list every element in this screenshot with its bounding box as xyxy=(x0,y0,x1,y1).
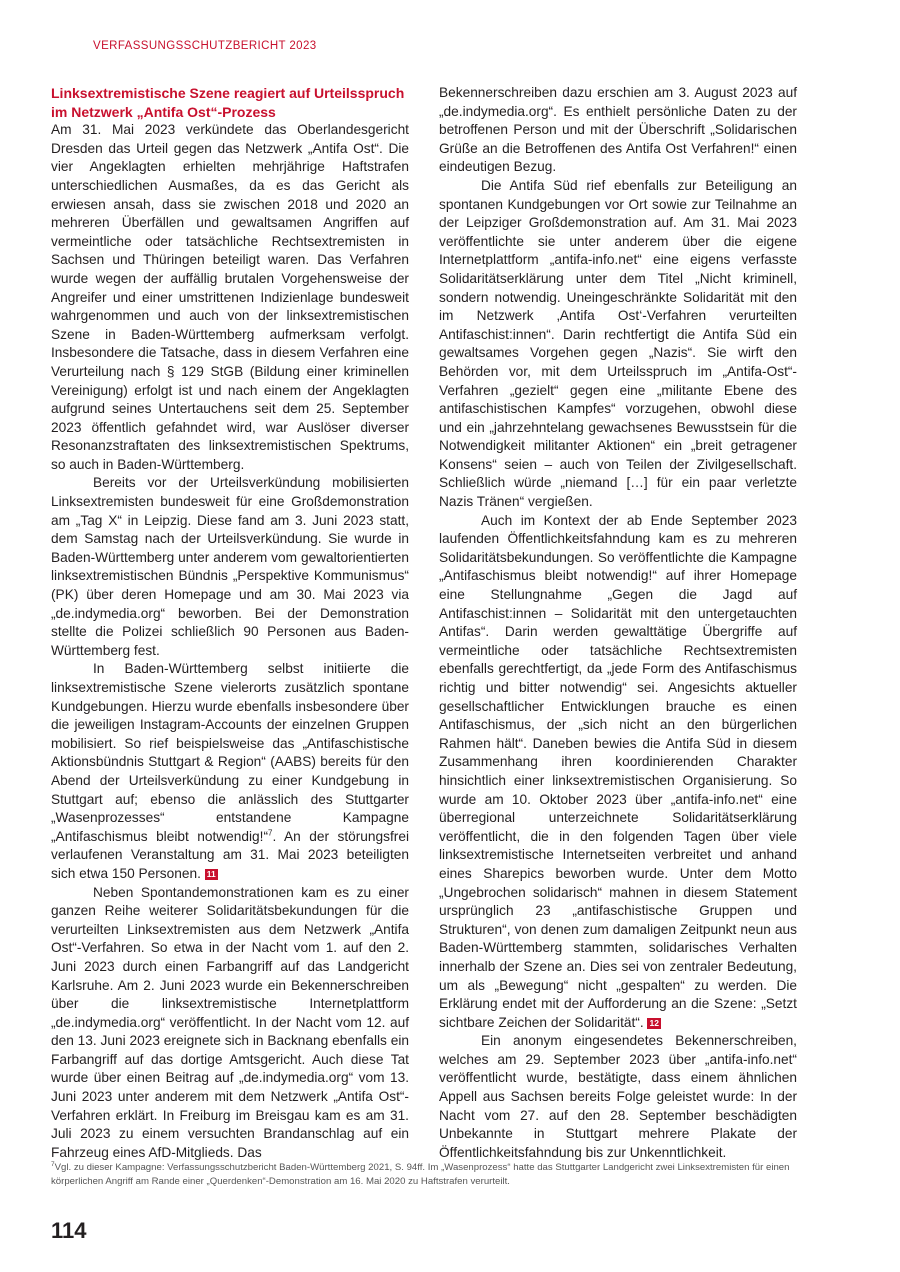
footnote-reference[interactable]: 7 xyxy=(268,828,273,838)
paragraph xyxy=(439,512,797,1033)
paragraph-text: Auch im Kontext der ab Ende September 2023 laufenden Öffentlichkeitsfahndung kam es zu mehreren Solidaritätsbekundungen. So veröffentlichte die Kampagne „Antifaschismus bleibt notwendig!“ auf ihrer Homepage eine Stellungnahme „Gegen die Jagd auf Antifaschist:innen – Solidarität mit den untergetauchten Antifas“. Darin werden gewalttätige Übergriffe auf vermeintliche oder tatsächliche Rechtsextremisten ebenfalls gerechtfertigt, da „jede Form des Antifaschismus richtig und bitter notwendig“ sei. Angesichts aktueller gesellschaftlicher Entwicklungen brauche es einen Antifaschismus, der „sich nicht an den bürgerlichen Rahmen hält“. Daneben bewies die Antifa Süd in diesem Zusammenhang ihren koordinierenden Charakter hinsichtlich einer linksextremistischen Organisierung. So wurde am 10. Oktober 2023 über „antifa-info.net“ eine überregional unterzeichnete Solidaritätserklärung veröffentlicht, die in den folgenden Tagen über viele linksextremistische Internetseiten verbreitet und anhand eines Sharepics beworben wurde. Unter dem Motto „Ungebrochen solidarisch“ mahnen in diesem Statement ursprünglich 23 „antifaschistische Gruppen und Strukturen“, von denen zum damaligen Zeitpunkt neun aus Baden-Württemberg stammten, solidarisches Verhalten innerhalb der Szene an. Dies sei von zentraler Bedeutung, um als „Bewegung“ nicht „gespalten“ zu werden. Die Erklärung endet mit der Aufforderung an die Szene: „Setzt sichtbare Zeichen der Solidarität“. xyxy=(439,512,797,1030)
paragraph-text: In Baden-Württemberg selbst initiierte die linksextremistische Szene vielerorts zusätzlich spontane Kundgebungen. Hierzu wurde ebenfalls insbesondere über die jeweiligen Instagram-Accounts der einzelnen Gruppen mobilisiert. So rief beispielsweise das „Antifaschistische Aktionsbündnis Stuttgart & Region“ (AABS) bereits für den Abend der Urteilsverkündung zu einer Kundgebung in Stuttgart auf; ebenso die anlässlich des Stuttgarter „Wasenprozesses“ entstandene Kampagne „Antifaschismus bleibt notwendig!“ xyxy=(51,661,409,844)
paragraph xyxy=(51,660,409,883)
paragraph: Am 31. Mai 2023 verkündete das Oberlandesgericht Dresden das Urteil gegen das Netzwerk „Antifa Ost“. Die vier Angeklagten erhielten mehrjährige Haftstrafen unterschiedlichen Ausmaßes, da es das Gericht als erwiesen ansah, dass sie zwischen 2018 und 2020 an mehreren Überfällen und gewaltsamen Angriffen auf vermeintliche oder tatsächliche Rechtsextremisten in Sachsen und Thüringen beteiligt waren. Das Verfahren wurde wegen der auffällig brutalen Vorgehensweise der Angreifer und einer umstrittenen Indizienlage bundesweit wahrgenommen und auch von der linksextremistischen Szene in Baden-Württemberg aufmerksam verfolgt. Insbesondere die Tatsache, dass in diesem Verfahren eine Verurteilung nach § 129 StGB (Bildung einer kriminellen Vereinigung) erfolgt ist und nach einem der Angeklagten aufgrund seines Untertauchens seit dem 25. September 2023 öffentlich gefahndet wird, war Auslöser diverser Resonanzstraftaten des linksextremistischen Spektrums, so auch in Baden-Württemberg. xyxy=(51,122,409,472)
paragraph: Neben Spontandemonstrationen kam es zu einer ganzen Reihe weiterer Solidaritätsbekundungen für die verurteilten Linksextremisten aus dem Netzwerk „Antifa Ost“-Verfahren. So etwa in der Nacht vom 1. auf den 2. Juni 2023 durch einen Farbangriff auf das Landgericht Karlsruhe. Am 2. Juni 2023 wurde ein Bekennerschreiben über die linksextremistische Internetplattform „de.indymedia.org“ veröffentlicht. In der Nacht vom 12. auf den 13. Juni 2023 ereignete sich in Backnang ebenfalls ein Farbangriff auf das dortige Amtsgericht. Auch diese Tat wurde über einen Beitrag auf „de.indymedia.org“ vom 13. Juni 2023 unter anderem mit dem Netzwerk „Antifa Ost“-Verfahren erklärt. In Freiburg im Breisgau kam es am 31. Juli 2023 zu einem versuchten Brandanschlag auf ein Fahrzeug eines AfD-Mitglieds. Das xyxy=(51,884,409,1160)
paragraph: Die Antifa Süd rief ebenfalls zur Beteiligung an spontanen Kundgebungen vor Ort sowie zur Teilnahme an der Leipziger Großdemonstration auf. Am 31. Mai 2023 veröffentlichte sie unter anderem über die eigene Internetplattform „antifa-info.net“ eine eigens verfasste Solidaritätserklärung unter dem Titel „Nicht kriminell, sondern notwendig. Uneingeschränkte Solidarität mit den im Netzwerk ‚Antifa Ost‘-Verfahren verurteilten Antifaschist:innen“. Darin rechtfertigt die Antifa Süd ein gewaltsames Vorgehen gegen „Nazis“. Sie wirft den Behörden vor, mit dem Urteilsspruch im „Antifa-Ost“-Verfahren „gezielt“ gegen eine „militante Ebene des antifaschistischen Kampfes“ vorzugehen, obwohl diese und ein „jahrzehntelang gewachsenes Bewusstsein für die Notwendigkeit militanter Aktionen“ ein „breit getragener Konsens“ seien – auch von Teilen der Zivilgesellschaft. Schließlich würde „niemand […] für ein paar verletzte Nazis Tränen“ vergießen. xyxy=(439,177,797,510)
left-column xyxy=(51,84,409,1162)
footnote-text: Vgl. zu dieser Kampagne: Verfassungsschutzbericht Baden-Württemberg 2021, S. 94ff. Im „Wasenprozess“ hatte das Stuttgarter Landgericht zwei Linksextremisten für einen körperlichen Angriff am Rande einer „Querdenken“-Demonstration am 16. Mai 2020 zu Haftstrafen verurteilt. xyxy=(51,1162,790,1187)
right-column xyxy=(439,84,797,1162)
paragraph-text: . An der störungsfrei verlaufenen Veranstaltung am 31. Mai 2023 beteiligten sich etwa 150 Personen. xyxy=(51,828,409,881)
running-header: VERFASSUNGSSCHUTZBERICHT 2023 xyxy=(93,40,317,52)
paragraph: Bekennerschreiben dazu erschien am 3. August 2023 auf „de.indymedia.org“. Es enthielt persönliche Daten zu der betroffenen Person und mit der Überschrift „Solidarischen Grüße an die Betroffenen des Antifa Ost Verfahren!“ einen eindeutigen Bezug. xyxy=(439,85,797,175)
footnote xyxy=(51,1161,811,1189)
marginal-number-badge: 12 xyxy=(649,1017,659,1028)
footnote-number: 7 xyxy=(51,1160,55,1168)
paragraph: Ein anonym eingesendetes Bekennerschreiben, welches am 29. September 2023 über „antifa-info.net“ veröffentlicht wurde, bestätigte, dass einem ähnlichen Appell aus Sachsen bereits Folge geleistet wurde: In der Nacht vom 27. auf den 28. September beschädigten Unbekannte in Stuttgart mehrere Plakate der Öffentlichkeitsfahndung bis zur Unkenntlichkeit. xyxy=(439,1033,797,1160)
page-number: 114 xyxy=(51,1218,87,1243)
marginal-number-badge: 11 xyxy=(206,868,216,879)
section-heading: Linksextremistische Szene reagiert auf Urteilsspruch im Netzwerk „Antifa Ost“-Prozess xyxy=(51,85,405,120)
paragraph: Bereits vor der Urteilsverkündung mobilisierten Linksextremisten bundesweit für eine Großdemonstration am „Tag X“ in Leipzig. Diese fand am 3. Juni 2023 statt, dem Samstag nach der Urteilsverkündung. Sie wurde in Baden-Württemberg unter anderem vom gewaltorientierten linksextremistischen Bündnis „Perspektive Kommunismus“ (PK) über deren Homepage und am 30. Mai 2023 via „de.indymedia.org“ beworben. Bei der Demonstration stellte die Polizei schließlich 90 Personen aus Baden-Württemberg fest. xyxy=(51,475,409,658)
